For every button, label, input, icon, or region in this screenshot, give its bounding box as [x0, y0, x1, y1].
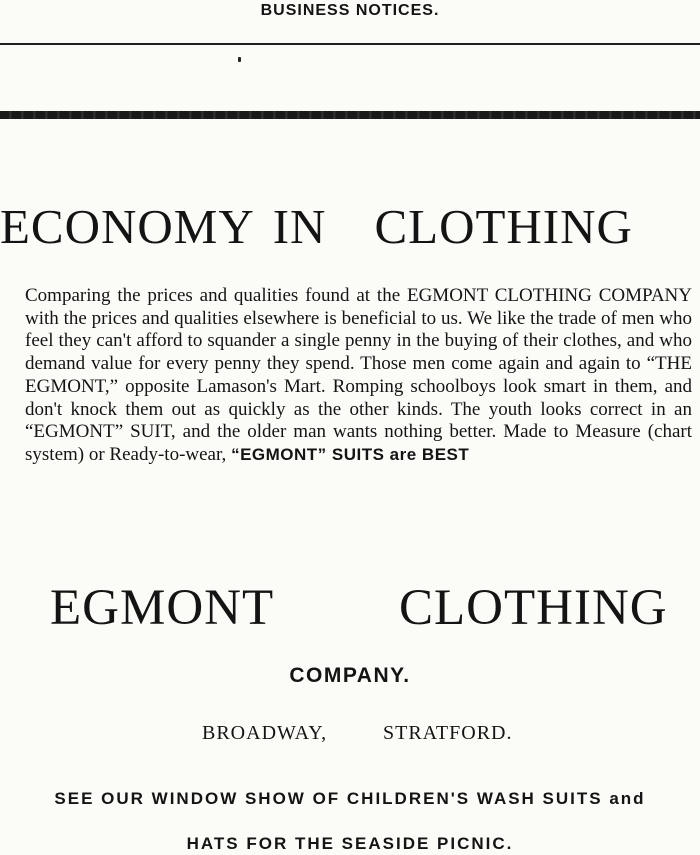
company-name-clothing: CLOTHING: [399, 580, 668, 636]
advert-body-text: Comparing the prices and qualities found at the EGMONT CLOTHING COMPANY with the prices and qualities elsewhere is beneficial to us. We like the trade of men who feel they can't afford to squander a single penny in the buying of their clothes, and who demand value for every penny they spend. Those men come again and again to “THE EGMONT,” opposite Lamason's Mart. Romping schoolboys look smart in them, and don't knock them out as quickly as the other kinds. The youth looks correct in an “EGMONT” SUIT, and the older man wants nothing better. Made to Measure (chart system) or Ready-to-wear,: [25, 285, 692, 465]
section-header: BUSINESS NOTICES.: [260, 2, 440, 19]
headline-word-economy: ECONOMY: [0, 199, 255, 254]
address-street: BROADWAY,: [202, 722, 328, 744]
address-town: STRATFORD.: [383, 722, 513, 744]
headline-word-clothing: CLOTHING: [374, 199, 633, 254]
promo-line-2: HATS FOR THE SEASIDE PICNIC.: [186, 834, 514, 853]
headline-word-in: IN: [272, 199, 327, 254]
company-name-egmont: EGMONT: [50, 580, 275, 636]
advert-body-emphasis: “EGMONT” SUITS are BEST: [231, 444, 470, 464]
header-divider: [0, 43, 700, 45]
company-line: COMPANY.: [289, 664, 411, 687]
advert-headline: [0, 197, 700, 257]
promo-line-1: SEE OUR WINDOW SHOW OF CHILDREN'S WASH SUITS and: [54, 789, 646, 808]
advert-top-divider: [0, 111, 700, 119]
advert-body: [25, 285, 692, 467]
print-speck: [238, 57, 241, 62]
